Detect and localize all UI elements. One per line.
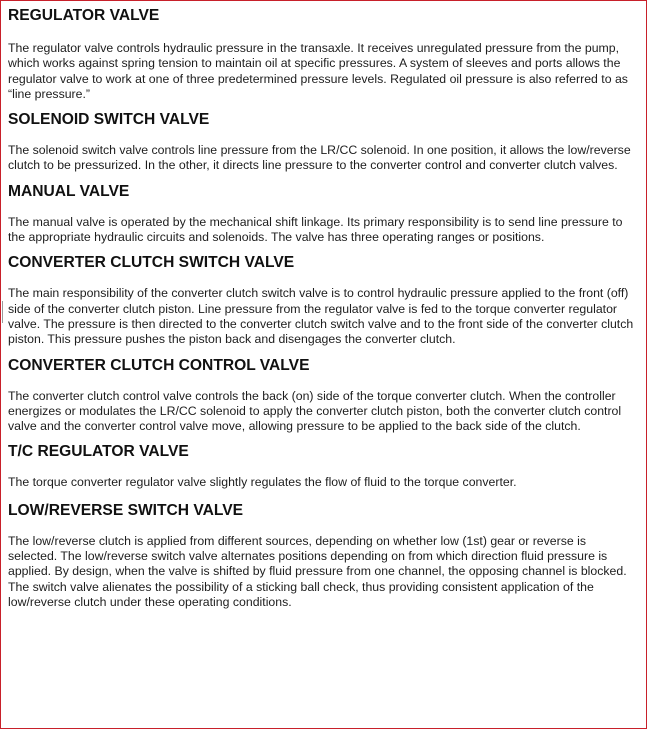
section-heading: CONVERTER CLUTCH CONTROL VALVE (8, 356, 310, 374)
section-heading: SOLENOID SWITCH VALVE (8, 111, 210, 129)
section-paragraph: The torque converter regulator valve slightly regulates the flow of fluid to the torque converter. (8, 475, 517, 490)
section-heading: MANUAL VALVE (8, 182, 130, 200)
section-heading: CONVERTER CLUTCH SWITCH VALVE (8, 254, 295, 272)
document-content (1, 1, 646, 610)
section-paragraph: The manual valve is operated by the mechanical shift linkage. Its primary responsibility is to send line pressure to the appropriate hydraulic circuits and solenoids. The valve has three operating ranges or positions. (8, 214, 623, 245)
text-cursor-mark (2, 301, 3, 323)
section-solenoid-switch-valve (8, 111, 638, 174)
section-paragraph: The regulator valve controls hydraulic pressure in the transaxle. It receives unregulated pressure from the pump, which works against spring tension to maintain oil at specific pressures. A system of sleeves and ports allows the regulator valve to work at one of three predetermined pressure levels. Regulated oil pressure is also referred to as “line pressure.” (8, 41, 628, 101)
section-heading: LOW/REVERSE SWITCH VALVE (8, 501, 244, 519)
section-heading: T/C REGULATOR VALVE (8, 443, 189, 461)
section-tc-regulator-valve (8, 443, 638, 490)
section-paragraph: The low/reverse clutch is applied from different sources, depending on whether low (1st) gear or reverse is selected. The low/reverse switch valve alternates positions depending on from which direction fluid pressure is applied. By design, when the valve is shifted by fluid pressure from one channel, the opposing channel is blocked. The switch valve alienates the possibility of a sticking ball check, thus providing consistent application of the low/reverse clutch under these operating conditions. (8, 533, 627, 609)
section-paragraph: The converter clutch control valve controls the back (on) side of the torque converter clutch. When the controller energizes or modulates the LR/CC solenoid to apply the converter clutch piston, both the converter clutch control valve and the converter control valve move, allowing pressure to be applied to the back side of the clutch. (8, 388, 622, 434)
section-paragraph: The solenoid switch valve controls line pressure from the LR/CC solenoid. In one position, it allows the low/reverse clutch to be pressurized. In the other, it directs line pressure to the converter control and converter clutch valves. (8, 143, 631, 173)
section-manual-valve (8, 183, 638, 246)
section-converter-clutch-switch-valve (8, 254, 638, 347)
section-regulator-valve (8, 7, 638, 102)
section-low-reverse-switch-valve (8, 502, 638, 610)
section-converter-clutch-control-valve (8, 357, 638, 435)
section-paragraph: The main responsibility of the converter clutch switch valve is to control hydraulic pressure applied to the front (off) side of the converter clutch piston. Line pressure from the regulator valve is fed to the torque converter regulator valve. The pressure is then directed to the converter clutch switch valve and to the front side of the converter clutch piston. This pressure pushes the piston back and disengages the converter clutch. (8, 286, 634, 347)
section-heading: REGULATOR VALVE (8, 7, 160, 24)
